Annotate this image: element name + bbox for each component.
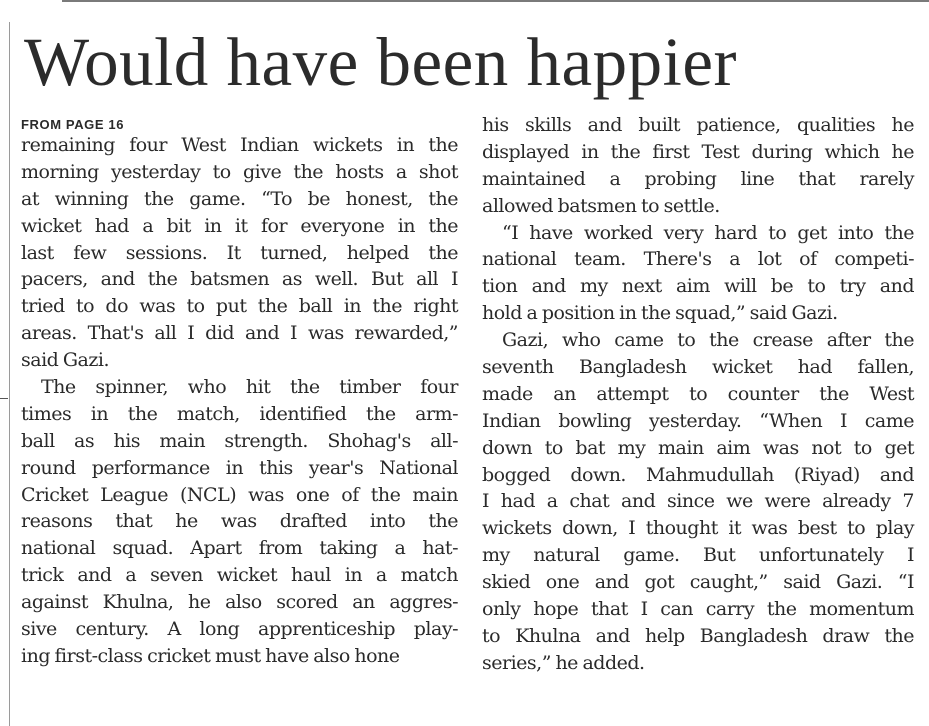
text-line: wickets down, I thought it was best to play	[482, 517, 914, 540]
text-line: sive century. A long apprenticeship play-	[21, 618, 458, 641]
text-line: times in the match, identified the arm-	[21, 402, 458, 425]
paragraph	[482, 112, 914, 220]
top-rule	[62, 0, 929, 2]
text-line: tried to do was to put the ball in the right	[21, 295, 458, 318]
text-line: last few sessions. It turned, helped the	[21, 241, 458, 264]
paragraph	[21, 374, 458, 670]
text-line: wicket had a bit in it for everyone in the	[21, 214, 458, 237]
paragraph	[21, 132, 458, 374]
text-line: The spinner, who hit the timber four	[41, 376, 458, 399]
paragraph	[482, 327, 914, 677]
text-line: reasons that he was drafted into the	[21, 510, 458, 533]
text-line: series,” he added.	[482, 651, 645, 674]
text-line: ing first-class cricket must have also hone	[21, 644, 400, 667]
kicker: FROM PAGE 16	[21, 117, 125, 132]
text-line: Gazi, who came to the crease after the	[502, 329, 914, 352]
text-line: morning yesterday to give the hosts a shot	[21, 160, 458, 183]
left-column-rule	[9, 22, 10, 726]
text-line: against Khulna, he also scored an aggres-	[21, 591, 458, 614]
text-line: down to bat my main aim was not to get	[482, 436, 914, 459]
left-column-text	[21, 132, 458, 670]
text-line: only hope that I can carry the momentum	[482, 598, 914, 621]
left-column	[21, 112, 458, 670]
text-line: to Khulna and help Bangladesh draw the	[482, 624, 914, 647]
right-column-text	[482, 112, 914, 677]
text-line: national team. There's a lot of competi-	[482, 248, 914, 271]
text-line: “I have worked very hard to get into the	[502, 221, 914, 244]
text-line: hold a position in the squad,” said Gazi.	[482, 302, 838, 325]
text-line: said Gazi.	[21, 349, 109, 372]
text-line: bogged down. Mahmudullah (Riyad) and	[482, 463, 914, 486]
text-line: displayed in the first Test during which he	[482, 140, 914, 163]
right-column	[482, 112, 914, 677]
text-line: skied one and got caught,” said Gazi. “I	[482, 571, 914, 594]
text-line: at winning the game. “To be honest, the	[21, 187, 458, 210]
text-line: tion and my next aim will be to try and	[482, 275, 914, 298]
text-line: remaining four West Indian wickets in the	[21, 134, 458, 156]
headline: Would have been happier	[24, 24, 737, 100]
paragraph	[482, 220, 914, 328]
text-line: made an attempt to counter the West	[482, 382, 914, 405]
text-line: Cricket League (NCL) was one of the main	[21, 483, 458, 506]
text-line: ball as his main strength. Shohag's all-	[21, 429, 458, 452]
text-line: my natural game. But unfortunately I	[482, 544, 914, 567]
text-line: I had a chat and since we were already 7	[482, 490, 914, 513]
text-line: round performance in this year's National	[21, 456, 458, 479]
text-line: maintained a probing line that rarely	[482, 167, 914, 190]
text-line: his skills and built patience, qualities he	[482, 114, 914, 136]
text-line: pacers, and the batsmen as well. But all I	[21, 268, 458, 291]
text-line: Indian bowling yesterday. “When I came	[482, 409, 914, 432]
text-line: national squad. Apart from taking a hat-	[21, 537, 458, 560]
text-line: areas. That's all I did and I was rewarded,”	[21, 322, 458, 345]
text-line: allowed batsmen to settle.	[482, 194, 720, 217]
margin-tick	[0, 398, 8, 399]
text-line: seventh Bangladesh wicket had fallen,	[482, 356, 914, 379]
text-line: trick and a seven wicket haul in a match	[21, 564, 458, 587]
